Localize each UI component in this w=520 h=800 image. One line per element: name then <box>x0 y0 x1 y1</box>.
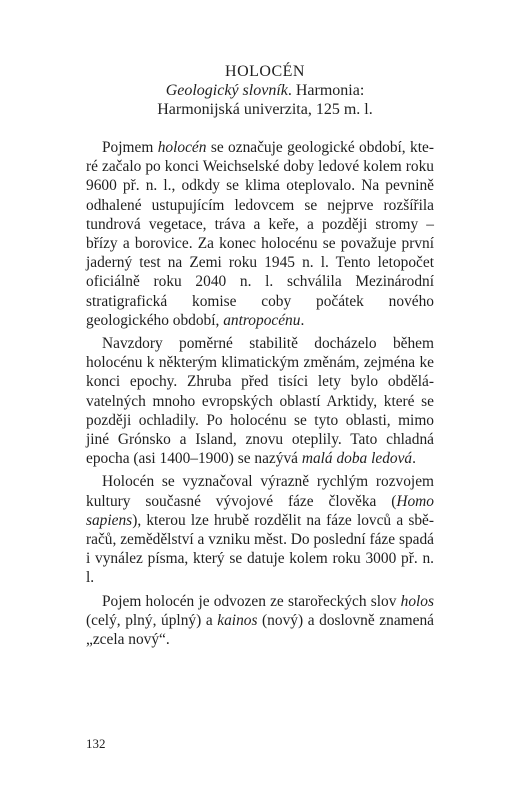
text-run: ), kterou lze hrubě rozdělit na fáze lovců a sběračů, zemědělství a vzniku měst. Do poslední fáze spadá i vynález písma, který se datuje kolem roku 3000 př. n. l. <box>86 511 434 587</box>
paragraph <box>86 592 434 650</box>
chapter-title: HOLOCÉN <box>225 63 305 80</box>
text-run: (nový) a doslovně znamená „zcela nový“. <box>86 611 434 649</box>
source-publisher: . Harmonia: <box>287 82 365 99</box>
text-run-italic: kainos <box>217 611 258 629</box>
article-body <box>86 138 434 653</box>
text-run: se označuje geologické období, které začalo po konci Weichselské doby ledové kolem roku 9600 př. n. l., odkdy se klima oteplovalo. Na pevnině odhalené ustupujícím ledovcem se nejprve rozšířila tundrová vegetace, tráva a keře, a později stromy – břízy a borovice. Za konec holocénu se považuje první jaderný test na Zemi roku 1945 n. l. Tento letopočet oficiálně roku 2040 n. l. schválila Mezinárodní stratigrafická komise coby počátek nového geologického období, <box>86 139 434 329</box>
text-run-italic: malá doba ledová <box>301 450 413 468</box>
paragraph <box>86 472 434 587</box>
text-run: . <box>412 450 416 468</box>
source-work-title: Geologický slovník <box>165 82 288 99</box>
source-citation-line-2: Harmonijská univerzita, 125 m. l. <box>157 101 373 118</box>
text-run-italic: antropocénu <box>223 311 301 329</box>
source-citation-line-1 <box>100 81 430 100</box>
text-run: . <box>300 311 305 329</box>
paragraph <box>86 138 434 330</box>
chapter-heading <box>100 62 430 119</box>
page-number: 132 <box>86 736 106 751</box>
text-run-italic: Homo sapiens <box>86 492 434 529</box>
text-run: (celý, plný, úplný) a <box>86 611 218 629</box>
text-run: Navzdory poměrné stabilitě docházelo během holocénu k některým klimatickým změnám, zejména ke konci epochy. Zhruba před tisíci lety bylo obdělávatelných mnoho evropských oblastí Arktidy, které se později ochladily. Po holocénu se tyto oblasti, mimo jiné Grónsko a Island, znovu oteplily. Tato chladná epocha (asi 1400–1900) se nazývá <box>86 335 434 468</box>
text-run: Holocén se vyznačoval výrazně rychlým rozvojem kultury současné vývojové fáze člověka ( <box>86 473 434 510</box>
text-run-italic: holos <box>400 592 434 610</box>
text-run-italic: holocén <box>157 139 207 156</box>
text-run: Pojmem <box>102 139 158 156</box>
text-run: Pojem holocén je odvozen ze starořeckých slov <box>102 592 401 610</box>
paragraph <box>86 334 434 468</box>
